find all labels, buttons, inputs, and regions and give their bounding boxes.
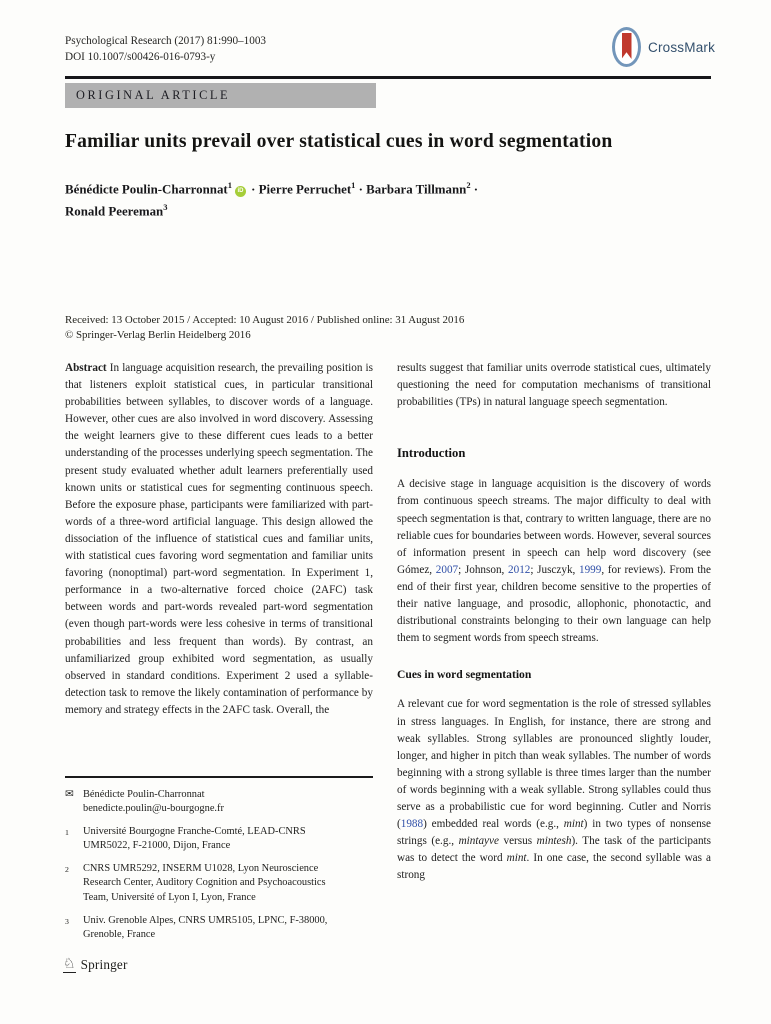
citation-link[interactable]: 2012 xyxy=(508,563,531,576)
crossmark-badge[interactable] xyxy=(612,27,715,67)
introduction-paragraph: A decisive stage in language acquisition is the discovery of words from continuous speech streams. The major difficulty to deal with speech segmentation is that, contrary to written language, there are no reliable cues for boundaries between words. However, several sources of information present in speech can help word discovery (see Gómez, 2007; Johnson, 2012; Jusczyk, 1999, for reviews). From the end of their first year, children become sensitive to the properties of their native language, and prosodic, allophonic, phonotactic, and distributional constraints belonging to their own language can help them to segment words from speech streams. xyxy=(397,478,711,645)
article-type-label: ORIGINAL ARTICLE xyxy=(76,88,231,102)
citation-link[interactable]: 1999 xyxy=(578,563,602,576)
correspondence-entry xyxy=(65,788,373,817)
affiliation-text: Université Bourgogne Franche-Comté, LEAD-CNRS UMR5022, F-21000, Dijon, France xyxy=(83,826,306,852)
left-column xyxy=(65,360,373,719)
envelope-icon: ✉ xyxy=(65,789,74,800)
article-type-banner xyxy=(65,83,376,108)
springer-logo-icon: ♘ xyxy=(63,956,76,972)
article-history xyxy=(65,313,464,343)
affiliation-number: 1 xyxy=(65,828,69,838)
received-accepted-line: Received: 13 October 2015 / Accepted: 10 August 2016 / Published online: 31 August 2016 xyxy=(65,314,465,326)
abstract-continuation-paragraph: results suggest that familiar units overrode statistical cues, ultimately questioning the need for computation mechanisms of transitional probabilities (TPs) in natural language speech segmentation. xyxy=(397,362,711,409)
citation-link[interactable]: 1988 xyxy=(400,818,424,831)
journal-meta xyxy=(65,34,266,65)
crossmark-bookmark-icon xyxy=(622,33,632,59)
doi-line: DOI 10.1007/s00426-016-0793-y xyxy=(65,50,216,63)
affiliation-entry xyxy=(65,914,373,943)
cues-paragraph: A relevant cue for word segmentation is the role of stressed syllables in stress languages. In English, for instance, there are strong and weak syllables. Strong syllables are pronounced slightly louder, longer, and higher in pitch than weak syllables. The number of words beginning with a strong syllable is three times larger than the number of words beginning with a weak syllable. Strong syllables could thus serve as a probabilistic cue for word beginning. Cutler and Norris (1988) embedded real words (e.g., mint) in two types of nonsense strings (e.g., mintayve versus mintesh). The task of the participants was to detect the word mint. In one case, the second syllable was a strong xyxy=(397,698,712,882)
correspondence-name: Bénédicte Poulin-Charronnat xyxy=(83,789,205,800)
affiliation-text: Univ. Grenoble Alpes, CNRS UMR5105, LPNC, F-38000, Grenoble, France xyxy=(83,914,328,940)
subsection-heading-cues: Cues in word segmentation xyxy=(397,668,532,682)
publisher-name: Springer xyxy=(80,957,128,972)
footnote-block xyxy=(65,776,373,951)
orcid-icon[interactable]: iD xyxy=(235,186,246,197)
citation-link[interactable]: 2007 xyxy=(435,563,459,576)
header-rule xyxy=(65,76,711,79)
crossmark-label: CrossMark xyxy=(648,39,716,55)
journal-citation-line: Psychological Research (2017) 81:990–1003 xyxy=(65,35,267,47)
section-heading-introduction: Introduction xyxy=(397,446,466,461)
affiliation-number: 3 xyxy=(65,916,69,926)
abstract-paragraph: Abstract In language acquisition research, the prevailing position is that listeners exploit statistical cues, in particular transitional probabilities between syllables, to discover words of a language. However, other cues are also involved in word discovery. Assessing the weight learners give to these different cues leads to a better understanding of the processes underlying speech segmentation. The present study evaluated whether adult learners preferentially used known units or statistical cues for segmenting continuous speech. Before the exposure phase, participants were familiarized with part-words of a three-word artificial language. This design allowed the dissociation of the influence of statistical cues and familiar units, with statistical cues favoring word segmentation and familiar units favoring (nonoptimal) part-word segmentation. In Experiment 1, performance in a two-alternative forced choice (2AFC) task between words and part-words revealed part-word segmentation (even though part-words were less cohesive in terms of transitional probabilities and less frequent than words). By contrast, an unfamiliarized group exhibited word segmentation, as usually observed in standard conditions. Experiment 2 used a syllable-detection task to remove the likely contamination of performance by memory and strategy effects in the 2AFC task. Overall, the xyxy=(65,362,373,716)
copyright-line: © Springer-Verlag Berlin Heidelberg 2016 xyxy=(65,329,251,341)
affiliation-entry xyxy=(65,825,373,854)
footnote-rule xyxy=(65,776,373,778)
affiliation-text: CNRS UMR5292, INSERM U1028, Lyon Neuroscience Research Center, Auditory Cognition and Psychoacoustics Team, Université of Lyon I, Lyon, France xyxy=(83,863,326,903)
affiliation-entry xyxy=(65,862,373,905)
right-column xyxy=(397,360,711,884)
author-list: Bénédicte Poulin-Charronnat$^1$iD · Pierre Perruchet$^1$ · Barbara Tillmann$^2$ · Ronald Peereman$^3$ xyxy=(65,180,479,219)
crossmark-icon xyxy=(612,27,641,67)
correspondence-email[interactable]: benedicte.poulin@u-bourgogne.fr xyxy=(83,803,224,815)
affiliation-number: 2 xyxy=(65,865,69,875)
publisher-footer xyxy=(63,957,128,973)
paper-title: Familiar units prevail over statistical cues in word segmentation xyxy=(65,131,613,152)
